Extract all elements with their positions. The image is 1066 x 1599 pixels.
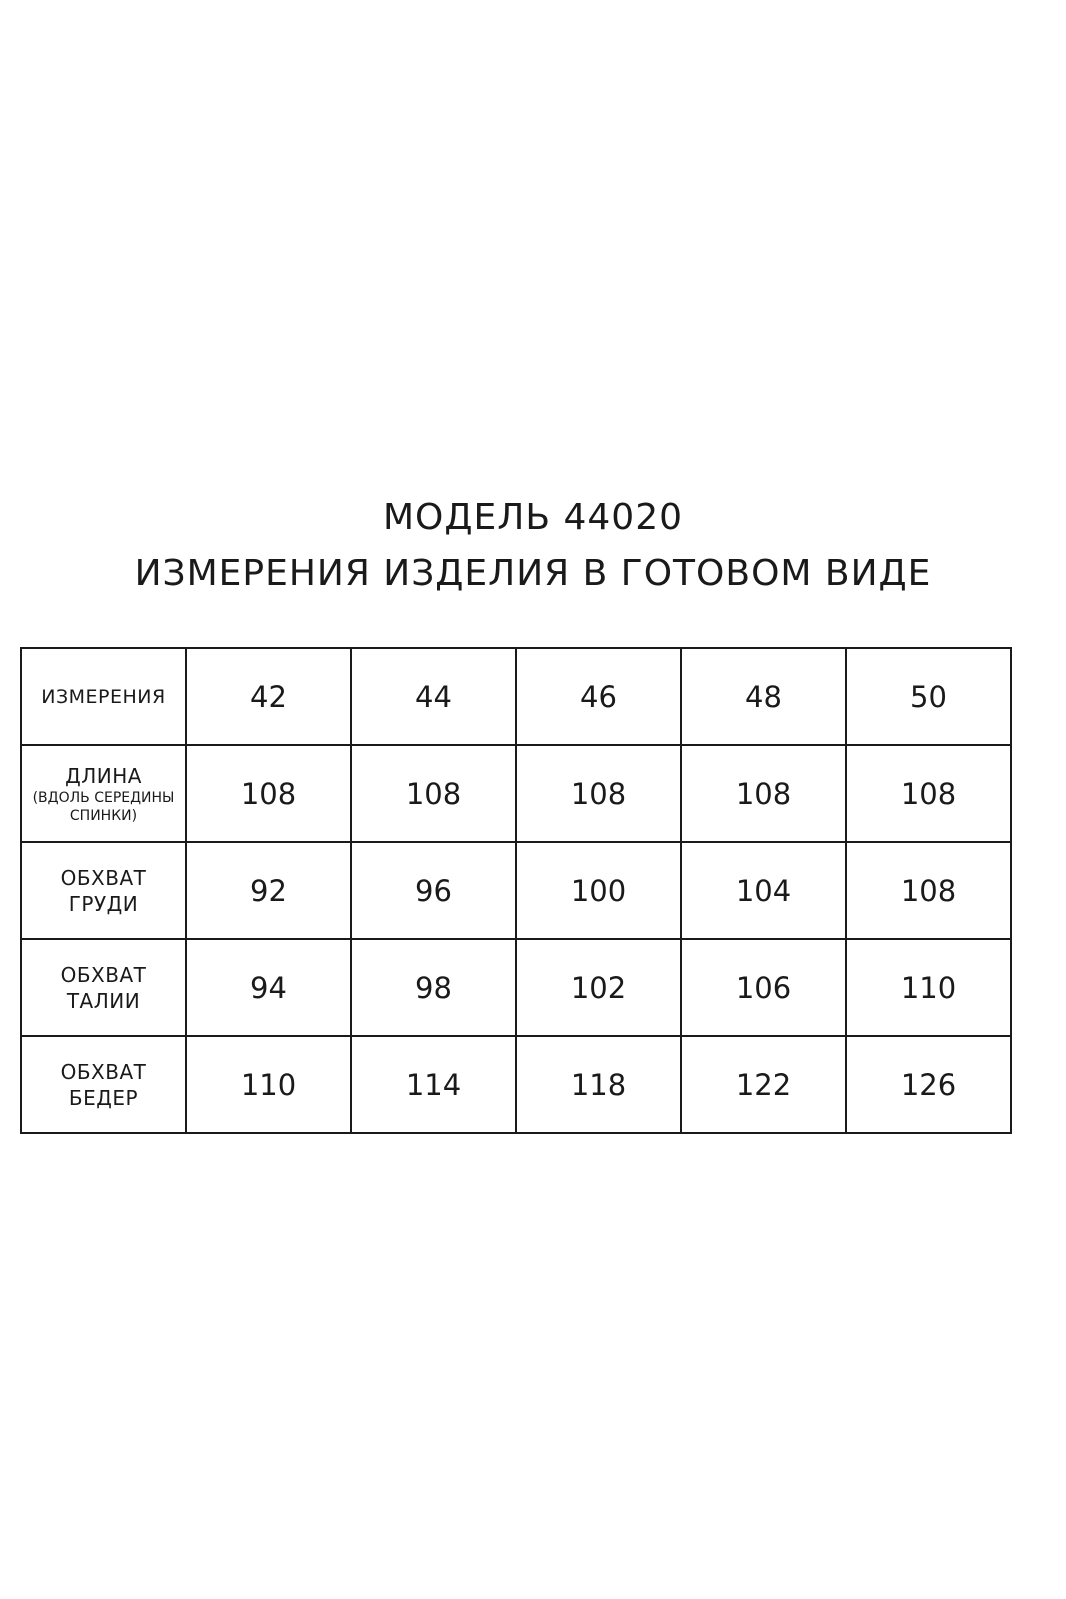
row-label-sub: СПИНКИ) bbox=[69, 807, 138, 824]
row-label-main: ГРУДИ bbox=[68, 891, 139, 916]
size-header-cell: 50 bbox=[846, 648, 1011, 745]
table-cell: 96 bbox=[351, 842, 516, 939]
row-label-main: БЕДЕР bbox=[68, 1085, 139, 1110]
row-label-waist bbox=[21, 939, 186, 1036]
size-table bbox=[20, 647, 1012, 1134]
table-cell: 98 bbox=[351, 939, 516, 1036]
table-row-hips bbox=[21, 1036, 1011, 1133]
model-title: МОДЕЛЬ 44020 bbox=[383, 497, 683, 538]
table-cell: 102 bbox=[516, 939, 681, 1036]
table-row-chest bbox=[21, 842, 1011, 939]
header-label-cell: ИЗМЕРЕНИЯ bbox=[21, 648, 186, 745]
table-cell: 92 bbox=[186, 842, 351, 939]
table-cell: 118 bbox=[516, 1036, 681, 1133]
table-cell: 122 bbox=[681, 1036, 846, 1133]
page-subtitle: ИЗМЕРЕНИЯ ИЗДЕЛИЯ В ГОТОВОМ ВИДЕ bbox=[134, 553, 932, 594]
table-cell: 100 bbox=[516, 842, 681, 939]
row-label-length bbox=[21, 745, 186, 842]
row-label-main: ОБХВАТ bbox=[60, 865, 147, 890]
size-header-cell: 44 bbox=[351, 648, 516, 745]
row-label-sub: (ВДОЛЬ СЕРЕДИНЫ bbox=[32, 789, 175, 806]
table-cell: 108 bbox=[846, 842, 1011, 939]
table-cell: 108 bbox=[516, 745, 681, 842]
table-cell: 108 bbox=[351, 745, 516, 842]
table-cell: 126 bbox=[846, 1036, 1011, 1133]
table-cell: 106 bbox=[681, 939, 846, 1036]
table-cell: 114 bbox=[351, 1036, 516, 1133]
row-label-chest bbox=[21, 842, 186, 939]
table-row-waist bbox=[21, 939, 1011, 1036]
size-header-cell: 48 bbox=[681, 648, 846, 745]
row-label-main: ОБХВАТ bbox=[60, 1059, 147, 1084]
size-header-cell: 46 bbox=[516, 648, 681, 745]
row-label-main: ДЛИНА bbox=[65, 763, 142, 788]
size-header-cell: 42 bbox=[186, 648, 351, 745]
row-label-main: ТАЛИИ bbox=[66, 988, 141, 1013]
table-cell: 94 bbox=[186, 939, 351, 1036]
table-cell: 104 bbox=[681, 842, 846, 939]
table-header-row bbox=[21, 648, 1011, 745]
title-block bbox=[0, 490, 1066, 602]
row-label-hips bbox=[21, 1036, 186, 1133]
table-cell: 108 bbox=[186, 745, 351, 842]
table-cell: 108 bbox=[846, 745, 1011, 842]
table-row-length bbox=[21, 745, 1011, 842]
table-cell: 110 bbox=[846, 939, 1011, 1036]
table-cell: 108 bbox=[681, 745, 846, 842]
table-cell: 110 bbox=[186, 1036, 351, 1133]
row-label-main: ОБХВАТ bbox=[60, 962, 147, 987]
